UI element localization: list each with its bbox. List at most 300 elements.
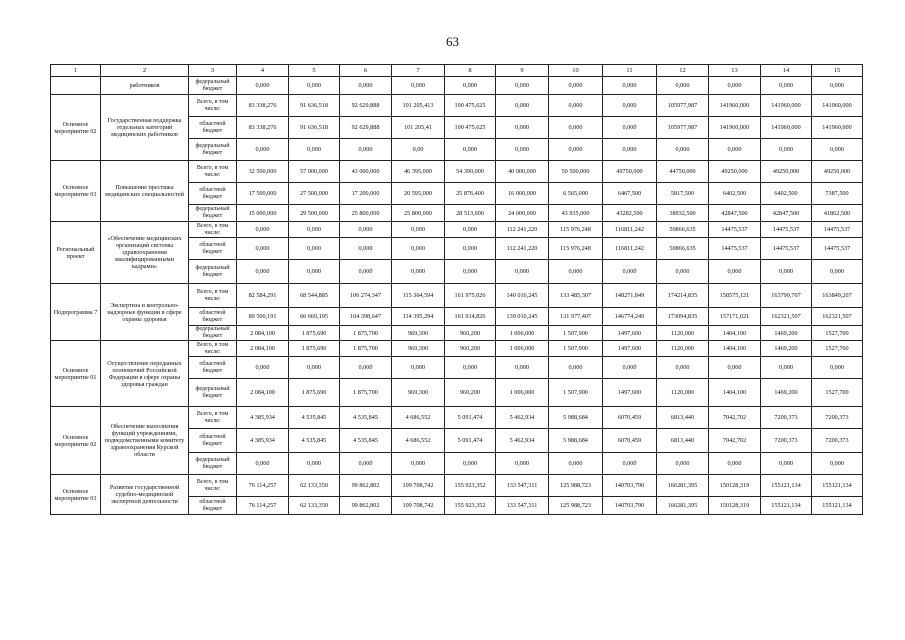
value-cell: 1497,600 xyxy=(603,326,657,341)
program-description-cell: Осуществление переданных полномочий Российской Федерации в сфере охраны здоровья граждан xyxy=(101,341,189,407)
funding-source-cell: Всего, в том числе: xyxy=(189,222,237,238)
column-header: 11 xyxy=(603,65,657,77)
value-cell: 155121,134 xyxy=(812,497,863,515)
value-cell: 83 338,276 xyxy=(237,117,289,139)
value-cell: 46 395,000 xyxy=(392,161,445,183)
value-cell: 54 390,000 xyxy=(445,161,496,183)
value-cell: 7200,373 xyxy=(812,407,863,429)
value-cell: 0,000 xyxy=(289,238,340,260)
value-cell: 0,000 xyxy=(445,222,496,238)
value-cell: 17 500,000 xyxy=(237,183,289,205)
program-description-cell: Развитие государственной судебно-медицинской экспертной деятельности xyxy=(101,475,189,515)
column-header: 10 xyxy=(549,65,603,77)
value-cell: 1 875,700 xyxy=(340,326,392,341)
value-cell: 99 862,802 xyxy=(340,497,392,515)
value-cell: 104 398,647 xyxy=(340,308,392,326)
program-name-cell: Подпрограмма 7 xyxy=(51,284,101,341)
program-description-cell: Экспертиза и контрольно-надзорные функции в сфере охраны здоровья xyxy=(101,284,189,341)
value-cell: 6813,440 xyxy=(657,429,709,453)
value-cell: 5 091,474 xyxy=(445,407,496,429)
value-cell: 115 364,594 xyxy=(392,284,445,308)
value-cell: 0,000 xyxy=(392,357,445,379)
value-cell: 0,000 xyxy=(549,357,603,379)
value-cell: 0,000 xyxy=(445,357,496,379)
funding-source-cell: областной бюджет xyxy=(189,238,237,260)
value-cell: 166281,395 xyxy=(657,475,709,497)
value-cell: 15 000,000 xyxy=(237,205,289,222)
funding-source-cell: областной бюджет xyxy=(189,308,237,326)
value-cell: 7042,702 xyxy=(709,407,761,429)
value-cell: 5817,500 xyxy=(657,183,709,205)
table-row xyxy=(51,95,863,117)
value-cell: 1 875,690 xyxy=(289,341,340,357)
value-cell: 116811,242 xyxy=(603,222,657,238)
value-cell: 0,000 xyxy=(289,77,340,95)
value-cell: 0,000 xyxy=(812,357,863,379)
budget-table xyxy=(50,64,863,515)
value-cell: 1 006,000 xyxy=(496,341,549,357)
value-cell: 43282,500 xyxy=(603,205,657,222)
value-cell: 114 395,294 xyxy=(392,308,445,326)
table-row xyxy=(51,161,863,183)
value-cell: 7042,702 xyxy=(709,429,761,453)
value-cell: 1 875,700 xyxy=(340,341,392,357)
funding-source-cell: федеральный бюджет xyxy=(189,326,237,341)
program-name-cell: Основное мероприятие 02 xyxy=(51,407,101,475)
value-cell: 41862,500 xyxy=(812,205,863,222)
value-cell: 133 547,311 xyxy=(496,475,549,497)
value-cell: 50866,635 xyxy=(657,238,709,260)
table-body xyxy=(51,77,863,515)
value-cell: 4 535,845 xyxy=(289,407,340,429)
value-cell: 105977,987 xyxy=(657,117,709,139)
value-cell: 157171,021 xyxy=(709,308,761,326)
value-cell: 163849,207 xyxy=(812,284,863,308)
value-cell: 0,000 xyxy=(709,139,761,161)
value-cell: 1469,200 xyxy=(761,326,812,341)
value-cell: 49250,000 xyxy=(761,161,812,183)
value-cell: 4 535,845 xyxy=(340,429,392,453)
value-cell: 6813,440 xyxy=(657,407,709,429)
value-cell: 1 507,900 xyxy=(549,379,603,407)
value-cell: 1404,100 xyxy=(709,379,761,407)
value-cell: 1 875,690 xyxy=(289,379,340,407)
value-cell: 0,000 xyxy=(549,453,603,475)
value-cell: 0,000 xyxy=(289,357,340,379)
value-cell: 0,000 xyxy=(603,453,657,475)
value-cell: 109 708,742 xyxy=(392,497,445,515)
value-cell: 0,000 xyxy=(709,260,761,284)
value-cell: 28 513,600 xyxy=(445,205,496,222)
value-cell: 161 975,026 xyxy=(445,284,496,308)
value-cell: 57 000,000 xyxy=(289,161,340,183)
value-cell: 6070,459 xyxy=(603,407,657,429)
funding-source-cell: федеральный бюджет xyxy=(189,260,237,284)
program-name-cell: Основное мероприятие 03 xyxy=(51,475,101,515)
table-row xyxy=(51,475,863,497)
value-cell: 0,000 xyxy=(496,453,549,475)
value-cell: 0,000 xyxy=(549,260,603,284)
value-cell: 0,000 xyxy=(340,357,392,379)
value-cell: 40 000,000 xyxy=(496,161,549,183)
value-cell: 0,000 xyxy=(237,453,289,475)
value-cell: 50866,635 xyxy=(657,222,709,238)
value-cell: 0,000 xyxy=(603,260,657,284)
value-cell: 0,000 xyxy=(237,139,289,161)
value-cell: 0,000 xyxy=(340,222,392,238)
value-cell: 155121,134 xyxy=(761,497,812,515)
value-cell: 32 500,000 xyxy=(237,161,289,183)
value-cell: 76 114,257 xyxy=(237,497,289,515)
value-cell: 20 595,000 xyxy=(392,183,445,205)
program-name-cell: Региональный проект xyxy=(51,222,101,284)
value-cell: 112 241,220 xyxy=(496,238,549,260)
value-cell: 0,000 xyxy=(709,77,761,95)
value-cell: 7200,373 xyxy=(812,429,863,453)
value-cell: 92 629,888 xyxy=(340,117,392,139)
value-cell: 0,000 xyxy=(392,260,445,284)
funding-source-cell: Всего, в том числе: xyxy=(189,341,237,357)
value-cell: 0,000 xyxy=(812,77,863,95)
value-cell: 140 016,245 xyxy=(496,284,549,308)
value-cell: 0,000 xyxy=(340,453,392,475)
column-header: 2 xyxy=(101,65,189,77)
value-cell: 155 923,352 xyxy=(445,475,496,497)
program-name-cell: Основное мероприятие 02 xyxy=(51,95,101,161)
value-cell: 14475,537 xyxy=(761,238,812,260)
value-cell: 1469,200 xyxy=(761,379,812,407)
value-cell: 24 000,000 xyxy=(496,205,549,222)
value-cell: 16 000,000 xyxy=(496,183,549,205)
value-cell: 62 133,350 xyxy=(289,497,340,515)
value-cell: 174214,835 xyxy=(657,284,709,308)
value-cell: 0,000 xyxy=(603,77,657,95)
funding-source-cell: федеральный бюджет xyxy=(189,379,237,407)
value-cell: 43 935,000 xyxy=(549,205,603,222)
value-cell: 0,000 xyxy=(289,260,340,284)
value-cell: 7200,373 xyxy=(761,429,812,453)
value-cell: 969,300 xyxy=(392,341,445,357)
value-cell: 162321,507 xyxy=(812,308,863,326)
value-cell: 0,000 xyxy=(392,77,445,95)
value-cell: 50 500,000 xyxy=(549,161,603,183)
value-cell: 25 800,000 xyxy=(340,205,392,222)
value-cell: 1469,200 xyxy=(761,341,812,357)
value-cell: 5 462,934 xyxy=(496,429,549,453)
value-cell: 2 084,100 xyxy=(237,341,289,357)
value-cell: 7387,500 xyxy=(812,183,863,205)
value-cell: 0,000 xyxy=(761,139,812,161)
value-cell: 0,000 xyxy=(340,139,392,161)
value-cell: 155121,134 xyxy=(761,475,812,497)
column-header: 15 xyxy=(812,65,863,77)
value-cell: 1527,700 xyxy=(812,341,863,357)
funding-source-cell: областной бюджет xyxy=(189,183,237,205)
header-row xyxy=(51,65,863,77)
program-description-cell: «Обеспечение медицинских организаций системы здравоохранения квалифицированными кадрами» xyxy=(101,222,189,284)
program-description-cell: работников xyxy=(101,77,189,95)
value-cell: 1404,100 xyxy=(709,326,761,341)
value-cell: 150128,319 xyxy=(709,475,761,497)
value-cell: 163790,707 xyxy=(761,284,812,308)
value-cell: 141960,000 xyxy=(709,95,761,117)
value-cell: 0,000 xyxy=(496,139,549,161)
value-cell: 109 708,742 xyxy=(392,475,445,497)
value-cell: 0,000 xyxy=(761,260,812,284)
program-name-cell: Основное мероприятие 01 xyxy=(51,341,101,407)
value-cell: 43 000,000 xyxy=(340,161,392,183)
value-cell: 140703,790 xyxy=(603,497,657,515)
value-cell: 100 475,625 xyxy=(445,95,496,117)
value-cell: 115 976,248 xyxy=(549,222,603,238)
funding-source-cell: Всего, в том числе: xyxy=(189,407,237,429)
value-cell: 155 923,352 xyxy=(445,497,496,515)
value-cell: 1497,600 xyxy=(603,379,657,407)
table-row xyxy=(51,284,863,308)
value-cell: 0,000 xyxy=(549,139,603,161)
value-cell: 0,000 xyxy=(340,238,392,260)
value-cell: 141960,000 xyxy=(812,117,863,139)
value-cell: 125 988,723 xyxy=(549,497,603,515)
column-header: 4 xyxy=(237,65,289,77)
value-cell: 0,000 xyxy=(761,453,812,475)
value-cell: 0,000 xyxy=(289,453,340,475)
column-header: 8 xyxy=(445,65,496,77)
value-cell: 0,000 xyxy=(392,222,445,238)
value-cell: 44750,000 xyxy=(657,161,709,183)
value-cell: 150128,319 xyxy=(709,497,761,515)
value-cell: 49750,000 xyxy=(603,161,657,183)
funding-source-cell: федеральный бюджет xyxy=(189,453,237,475)
value-cell: 5 091,474 xyxy=(445,429,496,453)
value-cell: 4 535,845 xyxy=(340,407,392,429)
value-cell: 960,200 xyxy=(445,326,496,341)
value-cell: 83 338,276 xyxy=(237,95,289,117)
value-cell: 139 010,245 xyxy=(496,308,549,326)
value-cell: 0,000 xyxy=(549,95,603,117)
funding-source-cell: Всего, в том числе: xyxy=(189,95,237,117)
value-cell: 1527,700 xyxy=(812,326,863,341)
value-cell: 1 875,700 xyxy=(340,379,392,407)
value-cell: 4 535,845 xyxy=(289,429,340,453)
value-cell: 0,000 xyxy=(445,77,496,95)
value-cell: 0,000 xyxy=(603,357,657,379)
value-cell: 6402,500 xyxy=(709,183,761,205)
value-cell: 0,000 xyxy=(340,77,392,95)
value-cell: 82 584,291 xyxy=(237,284,289,308)
value-cell: 112 241,220 xyxy=(496,222,549,238)
value-cell: 141960,000 xyxy=(761,95,812,117)
column-header: 6 xyxy=(340,65,392,77)
value-cell: 1497,600 xyxy=(603,341,657,357)
value-cell: 0,000 xyxy=(237,238,289,260)
value-cell: 49250,000 xyxy=(812,161,863,183)
value-cell: 133 485,307 xyxy=(549,284,603,308)
value-cell: 0,000 xyxy=(657,453,709,475)
value-cell: 2 084,100 xyxy=(237,326,289,341)
table-row xyxy=(51,341,863,357)
value-cell: 2 084,100 xyxy=(237,379,289,407)
value-cell: 49250,000 xyxy=(709,161,761,183)
value-cell: 6070,459 xyxy=(603,429,657,453)
column-header: 13 xyxy=(709,65,761,77)
funding-source-cell: федеральный бюджет xyxy=(189,77,237,95)
value-cell: 25 876,400 xyxy=(445,183,496,205)
value-cell: 0,00 xyxy=(392,139,445,161)
value-cell: 140703,790 xyxy=(603,475,657,497)
value-cell: 0,000 xyxy=(445,139,496,161)
value-cell: 131 977,407 xyxy=(549,308,603,326)
value-cell: 0,000 xyxy=(392,238,445,260)
value-cell: 106 274,347 xyxy=(340,284,392,308)
value-cell: 5 462,934 xyxy=(496,407,549,429)
value-cell: 0,000 xyxy=(549,117,603,139)
funding-source-cell: областной бюджет xyxy=(189,429,237,453)
funding-source-cell: федеральный бюджет xyxy=(189,139,237,161)
value-cell: 0,000 xyxy=(603,139,657,161)
value-cell: 0,000 xyxy=(657,77,709,95)
value-cell: 0,000 xyxy=(496,357,549,379)
value-cell: 5 988,684 xyxy=(549,407,603,429)
value-cell: 6 565,000 xyxy=(549,183,603,205)
value-cell: 6402,500 xyxy=(761,183,812,205)
value-cell: 0,000 xyxy=(237,357,289,379)
value-cell: 91 636,518 xyxy=(289,95,340,117)
funding-source-cell: Всего, в том числе: xyxy=(189,284,237,308)
value-cell: 141960,000 xyxy=(812,95,863,117)
value-cell: 76 114,257 xyxy=(237,475,289,497)
value-cell: 155121,134 xyxy=(812,475,863,497)
value-cell: 1 006,000 xyxy=(496,326,549,341)
value-cell: 0,000 xyxy=(812,453,863,475)
funding-source-cell: Всего, в том числе: xyxy=(189,475,237,497)
program-name-cell: Основное мероприятие 03 xyxy=(51,161,101,222)
value-cell: 0,000 xyxy=(496,117,549,139)
value-cell: 0,000 xyxy=(709,453,761,475)
value-cell: 1 006,000 xyxy=(496,379,549,407)
value-cell: 0,000 xyxy=(496,260,549,284)
table-row xyxy=(51,77,863,95)
value-cell: 148271,849 xyxy=(603,284,657,308)
value-cell: 25 800,000 xyxy=(392,205,445,222)
value-cell: 1 507,900 xyxy=(549,326,603,341)
value-cell: 173094,835 xyxy=(657,308,709,326)
page-number: 63 xyxy=(446,34,459,49)
value-cell: 14475,537 xyxy=(812,222,863,238)
value-cell: 0,000 xyxy=(761,77,812,95)
value-cell: 4 686,552 xyxy=(392,429,445,453)
table-row xyxy=(51,407,863,429)
value-cell: 1120,000 xyxy=(657,326,709,341)
value-cell: 158575,121 xyxy=(709,284,761,308)
value-cell: 141960,000 xyxy=(761,117,812,139)
value-cell: 0,000 xyxy=(657,357,709,379)
value-cell: 1 875,690 xyxy=(289,326,340,341)
value-cell: 4 686,552 xyxy=(392,407,445,429)
value-cell: 969,300 xyxy=(392,379,445,407)
value-cell: 100 475,625 xyxy=(445,117,496,139)
value-cell: 133 547,311 xyxy=(496,497,549,515)
value-cell: 0,000 xyxy=(812,260,863,284)
value-cell: 960,200 xyxy=(445,379,496,407)
value-cell: 7200,373 xyxy=(761,407,812,429)
value-cell: 101 205,41 xyxy=(392,117,445,139)
value-cell: 14475,537 xyxy=(709,222,761,238)
value-cell: 101 205,413 xyxy=(392,95,445,117)
value-cell: 0,000 xyxy=(289,222,340,238)
value-cell: 0,000 xyxy=(761,357,812,379)
value-cell: 5 988,684 xyxy=(549,429,603,453)
value-cell: 0,000 xyxy=(603,117,657,139)
program-description-cell: Повышение престижа медицинских специальностей xyxy=(101,161,189,222)
value-cell: 141960,000 xyxy=(709,117,761,139)
value-cell: 38932,500 xyxy=(657,205,709,222)
value-cell: 125 988,723 xyxy=(549,475,603,497)
value-cell: 0,000 xyxy=(445,260,496,284)
value-cell: 0,000 xyxy=(603,95,657,117)
value-cell: 0,000 xyxy=(657,260,709,284)
value-cell: 162321,507 xyxy=(761,308,812,326)
value-cell: 105977,987 xyxy=(657,95,709,117)
column-header: 12 xyxy=(657,65,709,77)
value-cell: 116811,242 xyxy=(603,238,657,260)
value-cell: 17 200,000 xyxy=(340,183,392,205)
value-cell: 1404,100 xyxy=(709,341,761,357)
value-cell: 0,000 xyxy=(812,139,863,161)
value-cell: 62 133,350 xyxy=(289,475,340,497)
value-cell: 14475,537 xyxy=(812,238,863,260)
value-cell: 1 507,900 xyxy=(549,341,603,357)
column-header: 5 xyxy=(289,65,340,77)
value-cell: 0,000 xyxy=(237,222,289,238)
value-cell: 42847,500 xyxy=(709,205,761,222)
value-cell: 0,000 xyxy=(237,260,289,284)
value-cell: 0,000 xyxy=(709,357,761,379)
program-name-cell xyxy=(51,77,101,95)
value-cell: 27 500,000 xyxy=(289,183,340,205)
value-cell: 4 385,934 xyxy=(237,407,289,429)
column-header: 3 xyxy=(189,65,237,77)
value-cell: 6467,500 xyxy=(603,183,657,205)
value-cell: 0,000 xyxy=(496,77,549,95)
value-cell: 146774,249 xyxy=(603,308,657,326)
funding-source-cell: областной бюджет xyxy=(189,117,237,139)
value-cell: 1120,000 xyxy=(657,341,709,357)
program-description-cell: Обеспечение выполнения функций учреждениями, подведомственными комитету здравоохранения Курской области xyxy=(101,407,189,475)
program-description-cell: Государственная поддержка отдельных категорий медицинских работников xyxy=(101,95,189,161)
value-cell: 0,000 xyxy=(237,77,289,95)
table-row xyxy=(51,222,863,238)
value-cell: 960,200 xyxy=(445,341,496,357)
column-header: 1 xyxy=(51,65,101,77)
column-header: 7 xyxy=(392,65,445,77)
value-cell: 66 669,195 xyxy=(289,308,340,326)
value-cell: 80 500,191 xyxy=(237,308,289,326)
value-cell: 0,000 xyxy=(496,95,549,117)
value-cell: 0,000 xyxy=(549,77,603,95)
funding-source-cell: областной бюджет xyxy=(189,497,237,515)
value-cell: 115 976,248 xyxy=(549,238,603,260)
column-header: 9 xyxy=(496,65,549,77)
value-cell: 0,000 xyxy=(445,453,496,475)
value-cell: 14475,537 xyxy=(709,238,761,260)
value-cell: 0,000 xyxy=(289,139,340,161)
column-header: 14 xyxy=(761,65,812,77)
funding-source-cell: областной бюджет xyxy=(189,357,237,379)
value-cell: 99 862,802 xyxy=(340,475,392,497)
value-cell: 68 544,885 xyxy=(289,284,340,308)
value-cell: 1527,700 xyxy=(812,379,863,407)
